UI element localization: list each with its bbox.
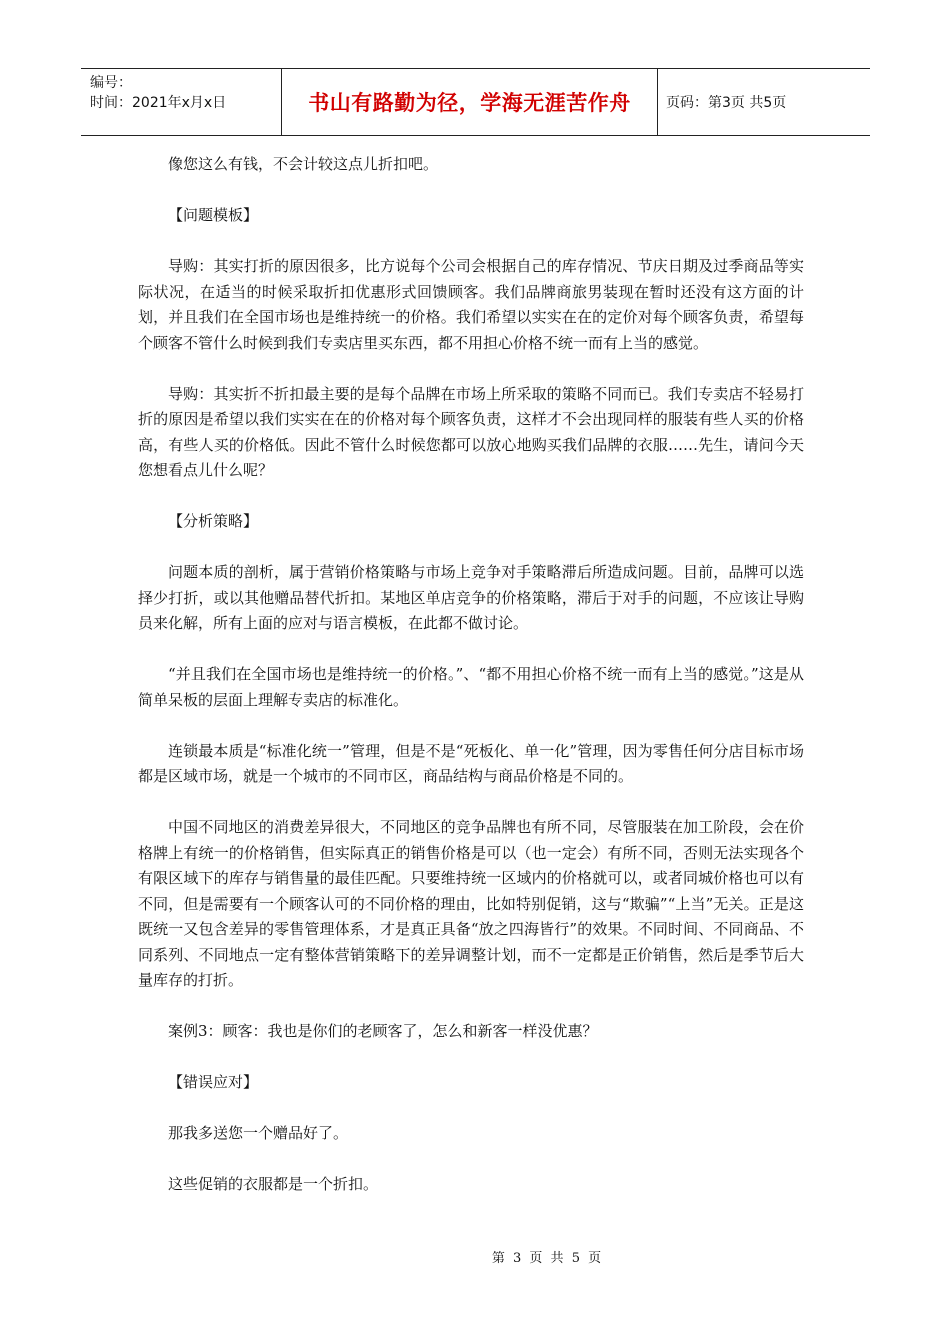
paragraph: 这些促销的衣服都是一个折扣。 [168, 1175, 379, 1193]
paragraph: 问题本质的剖析，属于营销价格策略与市场上竞争对手策略滞后所造成问题。目前，品牌可以选择少打折，或以其他赠品替代折扣。某地区单店竞争的价格策略，滞后于对手的问题，不应该让导购员来化解，所有上面的应对与语言模板，在此都不做讨论。 [138, 563, 804, 632]
time-label: 时间：2021年x月x日 [90, 95, 227, 111]
page-footer: 第 3 页 共 5 页 [491, 1251, 604, 1266]
header-motto: 书山有路勤为径，学海无涯苦作舟 [282, 69, 658, 135]
page-header [81, 68, 870, 136]
header-page-label: 页码：第3页 共5页 [666, 95, 787, 111]
paragraph: 像您这么有钱，不会计较这点儿折扣吧。 [168, 155, 439, 173]
section-heading: 【问题模板】 [168, 206, 259, 224]
document-body [138, 152, 804, 1223]
section-heading: 【分析策略】 [168, 512, 259, 530]
paragraph: 那我多送您一个赠品好了。 [168, 1124, 349, 1142]
paragraph: 导购：其实折不折扣最主要的是每个品牌在市场上所采取的策略不同而已。我们专卖店不轻易打折的原因是希望以我们实实在在的价格对每个顾客负责，这样才不会出现同样的服装有些人买的价格高，有些人买的价格低。因此不管什么时候您都可以放心地购买我们品牌的衣服……先生，请问今天您想看点儿什么呢？ [138, 384, 804, 479]
paragraph: 连锁最本质是“标准化统一”管理，但是不是“死板化、单一化”管理，因为零售任何分店目标市场都是区域市场，就是一个城市的不同市区，商品结构与商品价格是不同的。 [138, 741, 804, 785]
header-info [81, 69, 282, 135]
paragraph: 案例3：顾客：我也是你们的老顾客了，怎么和新客一样没优惠？ [168, 1022, 598, 1040]
section-heading: 【错误应对】 [168, 1073, 259, 1091]
paragraph: 中国不同地区的消费差异很大，不同地区的竞争品牌也有所不同，尽管服装在加工阶段，会在价格牌上有统一的价格销售，但实际真正的销售价格是可以（也一定会）有所不同，否则无法实现各个有限区域下的库存与销售量的最佳匹配。只要维持统一区域内的价格就可以，或者同城价格也可以有不同，但是需要有一个顾客认可的不同价格的理由，比如特别促销，这与“欺骗”“上当”无关。正是这既统一又包含差异的零售管理体系，才是真正具备“放之四海皆行”的效果。不同时间、不同商品、不同系列、不同地点一定有整体营销策略下的差异调整计划，而不一定都是正价销售，然后是季节后大量库存的打折。 [138, 818, 804, 989]
paragraph: 导购：其实打折的原因很多，比方说每个公司会根据自己的库存情况、节庆日期及过季商品等实际状况，在适当的时候采取折扣优惠形式回馈顾客。我们品牌商旅男装现在暂时还没有这方面的计划，并且我们在全国市场也是维持统一的价格。我们希望以实实在在的定价对每个顾客负责，希望每个顾客不管什么时候到我们专卖店里买东西，都不用担心价格不统一而有上当的感觉。 [138, 257, 804, 352]
paragraph: “并且我们在全国市场也是维持统一的价格。”、“都不用担心价格不统一而有上当的感觉。”这是从简单呆板的层面上理解专卖店的标准化。 [138, 665, 804, 709]
number-label: 编号： [90, 75, 132, 91]
